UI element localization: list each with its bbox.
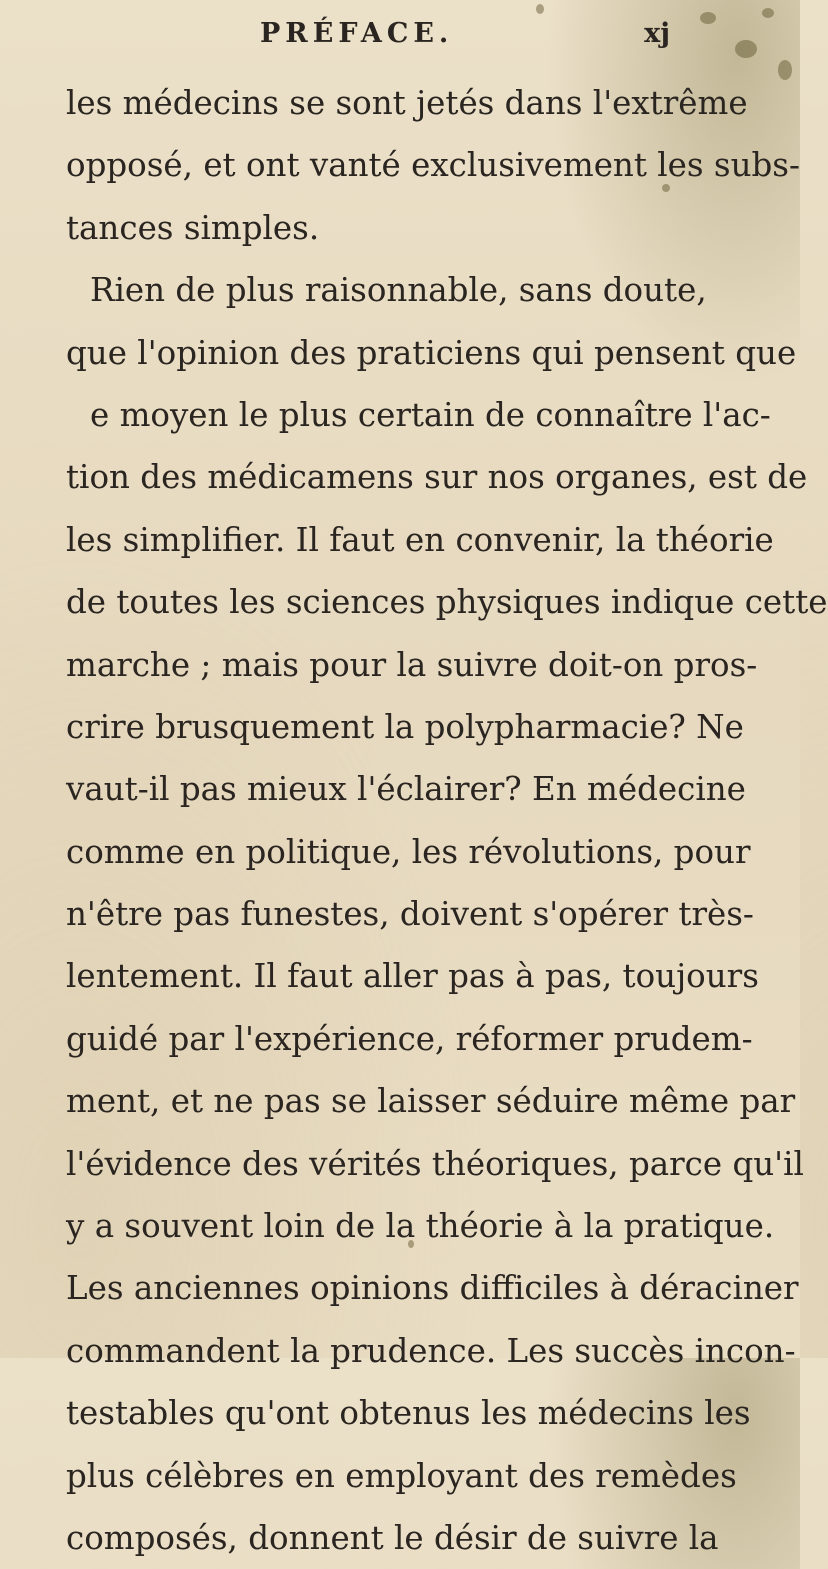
text-line: guidé par l'expérience, réformer prudem- <box>66 1019 753 1058</box>
text-line: marche ; mais pour la suivre doit-on pros- <box>66 645 758 684</box>
text-line: ment, et ne pas se laisser séduire même par <box>66 1082 796 1121</box>
text-line: tances simples. <box>66 208 320 247</box>
text-line: comme en politique, les révolutions, pour <box>66 832 751 871</box>
text-line: Les anciennes opinions difficiles à déraciner <box>66 1269 799 1308</box>
text-line: vaut-il pas mieux l'éclairer? En médecine <box>66 770 746 809</box>
foxing-speck <box>700 12 716 24</box>
text-line: composés, donnent le désir de suivre la <box>66 1518 719 1557</box>
text-line: commandent la prudence. Les succès incon- <box>66 1331 796 1370</box>
text-line: Rien de plus raisonnable, sans doute, <box>90 271 707 310</box>
text-line: lentement. Il faut aller pas à pas, toujours <box>66 957 759 996</box>
text-line: crire brusquement la polypharmacie? Ne <box>66 707 744 746</box>
page-number: xj <box>644 18 670 49</box>
running-header-title: PRÉFACE. <box>260 18 454 49</box>
foxing-speck <box>735 40 757 58</box>
foxing-speck <box>762 8 774 18</box>
text-line: les simplifier. Il faut en convenir, la théorie <box>66 520 774 559</box>
text-line: les médecins se sont jetés dans l'extrême <box>66 84 748 122</box>
body-text <box>66 72 828 1569</box>
text-line: e moyen le plus certain de connaître l'ac- <box>90 395 771 434</box>
text-line: plus célèbres en employant des remèdes <box>66 1456 737 1495</box>
text-line: opposé, et ont vanté exclusivement les subs- <box>66 146 800 185</box>
text-line: l'évidence des vérités théoriques, parce qu'il <box>66 1144 804 1183</box>
text-line: que l'opinion des praticiens qui pensent que <box>66 333 797 372</box>
text-line: y a souvent loin de la théorie à la pratique. <box>66 1207 775 1246</box>
text-line: n'être pas funestes, doivent s'opérer très- <box>66 895 754 934</box>
foxing-speck <box>536 4 544 14</box>
foxing-speck <box>778 60 792 80</box>
text-line: de toutes les sciences physiques indique cette <box>66 583 828 622</box>
running-header <box>260 18 680 62</box>
text-line: tion des médicamens sur nos organes, est de <box>66 458 808 497</box>
text-line: testables qu'ont obtenus les médecins les <box>66 1394 751 1433</box>
